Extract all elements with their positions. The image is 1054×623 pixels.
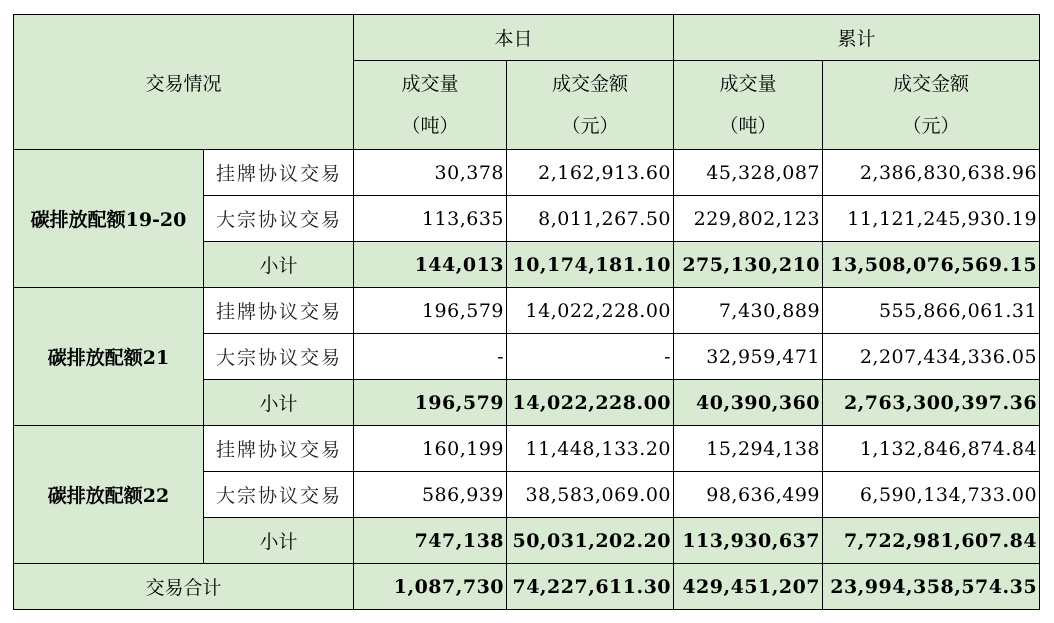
cum-amount: 13,508,076,569.15 — [823, 242, 1040, 288]
cum-amount: 2,763,300,397.36 — [823, 380, 1040, 426]
header-amount-label: 成交金额 — [893, 73, 970, 95]
today-amount: 2,162,913.60 — [507, 150, 674, 196]
today-volume: 113,635 — [354, 196, 507, 242]
header-amount-label: 成交金额 — [552, 73, 629, 95]
today-volume: 160,199 — [354, 426, 507, 472]
today-volume: - — [354, 334, 507, 380]
table-row — [14, 150, 1040, 196]
cum-volume: 275,130,210 — [674, 242, 823, 288]
cum-amount: 6,590,134,733.00 — [823, 472, 1040, 518]
header-transaction-info: 交易情况 — [14, 15, 354, 150]
cum-volume: 113,930,637 — [674, 518, 823, 564]
header-today-volume — [354, 61, 507, 150]
header-volume-label: 成交量 — [719, 73, 777, 95]
today-amount: 10,174,181.10 — [507, 242, 674, 288]
today-amount: - — [507, 334, 674, 380]
group-name: 碳排放配额19-20 — [14, 150, 204, 288]
today-volume: 586,939 — [354, 472, 507, 518]
total-today-volume: 1,087,730 — [354, 564, 507, 610]
today-volume: 747,138 — [354, 518, 507, 564]
trade-type: 大宗协议交易 — [204, 196, 354, 242]
today-amount: 50,031,202.20 — [507, 518, 674, 564]
today-amount: 11,448,133.20 — [507, 426, 674, 472]
cum-volume: 98,636,499 — [674, 472, 823, 518]
total-cum-volume: 429,451,207 — [674, 564, 823, 610]
total-cum-amount: 23,994,358,574.35 — [823, 564, 1040, 610]
cum-amount: 2,386,830,638.96 — [823, 150, 1040, 196]
subtotal-label: 小计 — [204, 518, 354, 564]
today-amount: 14,022,228.00 — [507, 288, 674, 334]
header-volume-unit: （吨） — [401, 115, 459, 137]
today-volume: 196,579 — [354, 380, 507, 426]
header-amount-unit: （元） — [902, 115, 960, 137]
today-volume: 196,579 — [354, 288, 507, 334]
trade-type: 挂牌协议交易 — [204, 288, 354, 334]
today-volume: 144,013 — [354, 242, 507, 288]
total-row — [14, 564, 1040, 610]
cum-volume: 40,390,360 — [674, 380, 823, 426]
today-amount: 14,022,228.00 — [507, 380, 674, 426]
trading-summary-table — [13, 14, 1040, 610]
group-name: 碳排放配额22 — [14, 426, 204, 564]
cum-volume: 7,430,889 — [674, 288, 823, 334]
cum-volume: 229,802,123 — [674, 196, 823, 242]
trade-type: 挂牌协议交易 — [204, 150, 354, 196]
today-amount: 8,011,267.50 — [507, 196, 674, 242]
subtotal-label: 小计 — [204, 380, 354, 426]
total-today-amount: 74,227,611.30 — [507, 564, 674, 610]
header-today: 本日 — [354, 15, 674, 61]
header-cumulative: 累计 — [674, 15, 1040, 61]
cum-volume: 15,294,138 — [674, 426, 823, 472]
header-amount-unit: （元） — [561, 115, 619, 137]
header-cum-volume — [674, 61, 823, 150]
subtotal-label: 小计 — [204, 242, 354, 288]
table-row — [14, 426, 1040, 472]
header-volume-label: 成交量 — [401, 73, 459, 95]
table-row — [14, 288, 1040, 334]
today-amount: 38,583,069.00 — [507, 472, 674, 518]
header-volume-unit: （吨） — [719, 115, 777, 137]
cum-amount: 11,121,245,930.19 — [823, 196, 1040, 242]
total-label: 交易合计 — [14, 564, 354, 610]
group-name: 碳排放配额21 — [14, 288, 204, 426]
header-cum-amount — [823, 61, 1040, 150]
cum-amount: 555,866,061.31 — [823, 288, 1040, 334]
cum-amount: 7,722,981,607.84 — [823, 518, 1040, 564]
today-volume: 30,378 — [354, 150, 507, 196]
cum-volume: 32,959,471 — [674, 334, 823, 380]
cum-amount: 1,132,846,874.84 — [823, 426, 1040, 472]
cum-volume: 45,328,087 — [674, 150, 823, 196]
trade-type: 大宗协议交易 — [204, 472, 354, 518]
trade-type: 挂牌协议交易 — [204, 426, 354, 472]
trade-type: 大宗协议交易 — [204, 334, 354, 380]
header-today-amount — [507, 61, 674, 150]
cum-amount: 2,207,434,336.05 — [823, 334, 1040, 380]
